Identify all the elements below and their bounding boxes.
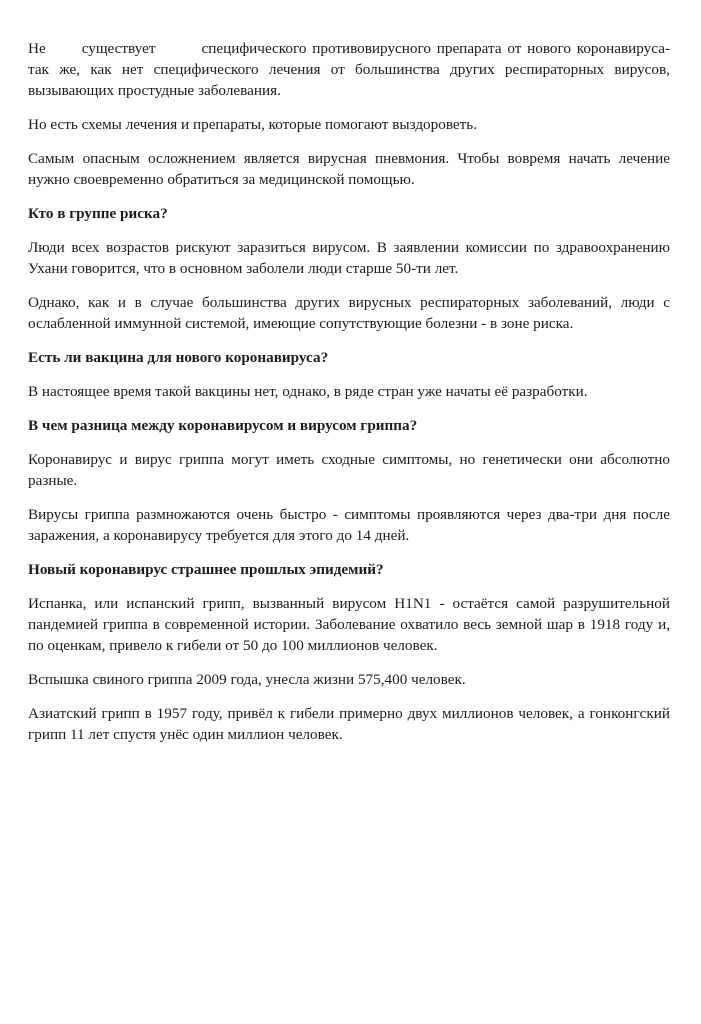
paragraph-all-ages: Люди всех возрастов рискуют заразиться вирусом. В заявлении комиссии по здравоохранению Ухани говорится, что в основном заболели люди старше 50-ти лет. [28,239,670,277]
heading-vaccine: Есть ли вакцина для нового коронавируса? [28,349,329,366]
paragraph-weak-immunity: Однако, как и в случае большинства других вирусных респираторных заболеваний, люди с ослабленной иммунной системой, имеющие сопутствующие болезни - в зоне риска. [28,294,670,332]
paragraph-spanish-flu: Испанка, или испанский грипп, вызванный вирусом H1N1 - остаётся самой разрушительной пандемией гриппа в современной истории. Заболевание охватило весь земной шар в 1918 году и, по оценкам, привело к гибели от 50 до 100 миллионов человек. [28,595,670,654]
lead-word: существует [81,40,156,57]
lead-word: Не [28,40,46,57]
heading-past-epidemics: Новый коронавирус страшнее прошлых эпидемий? [28,561,384,578]
heading-difference-flu: В чем разница между коронавирусом и вирусом гриппа? [28,417,418,434]
paragraph-treatment-schemes: Но есть схемы лечения и препараты, которые помогают выздороветь. [28,116,478,133]
paragraph-no-specific-drug [28,38,670,101]
paragraph-flu-replication: Вирусы гриппа размножаются очень быстро - симптомы проявляются через два-три дня после заражения, а коронавирусу требуется для этого до 14 дней. [28,506,670,544]
paragraph-text: специфического противовирусного препарата от нового коронавируса- так же, как нет специфического лечения от большинства других респираторных вирусов, вызывающих простудные заболевания. [28,40,670,99]
paragraph-no-vaccine: В настоящее время такой вакцины нет, однако, в ряде стран уже начаты её разработки. [28,383,588,400]
document-page [28,38,670,758]
paragraph-viral-pneumonia: Самым опасным осложнением является вирусная пневмония. Чтобы вовремя начать лечение нужно своевременно обратиться за медицинской помощью. [28,150,670,188]
heading-risk-group: Кто в группе риска? [28,205,168,222]
paragraph-asian-flu: Азиатский грипп в 1957 году, привёл к гибели примерно двух миллионов человек, а гонконгский грипп 11 лет спустя унёс один миллион человек. [28,705,670,743]
paragraph-swine-flu: Вспышка свиного гриппа 2009 года, унесла жизни 575,400 человек. [28,671,466,688]
paragraph-similar-symptoms: Коронавирус и вирус гриппа могут иметь сходные симптомы, но генетически они абсолютно разные. [28,451,670,489]
